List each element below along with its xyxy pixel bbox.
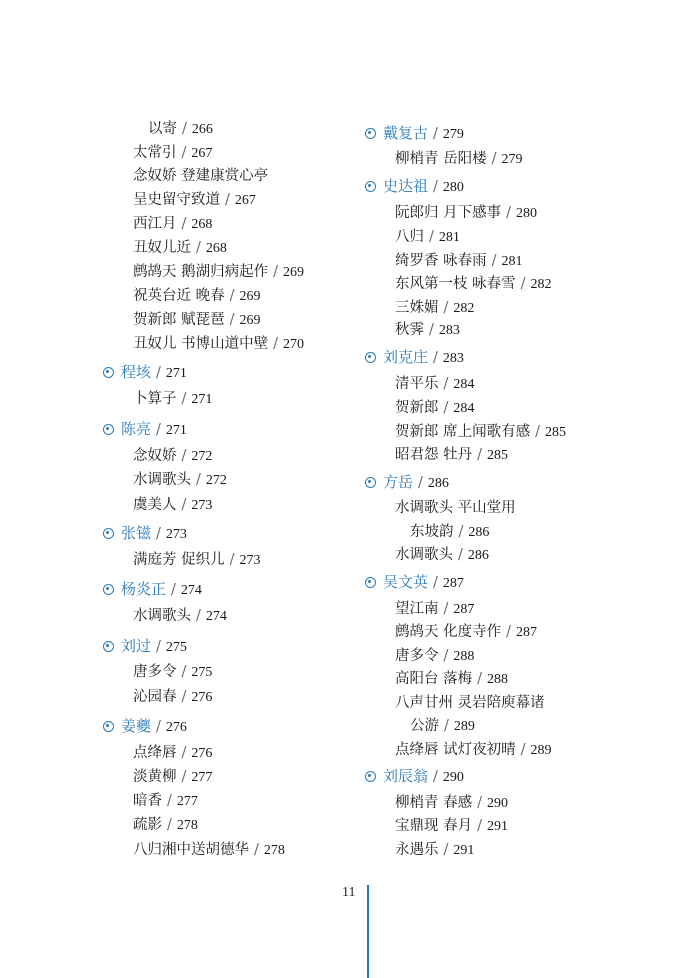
- poem-title: 昭君怨 牡丹: [395, 447, 473, 463]
- poem-entry: [395, 298, 474, 319]
- poem-entry: [395, 227, 460, 248]
- bullet-circle-icon: [103, 424, 114, 435]
- poem-title: 唐多令: [395, 648, 439, 664]
- separator: /: [167, 793, 172, 809]
- page-ref: 291: [453, 843, 475, 858]
- author-name: 陈亮: [121, 420, 152, 438]
- page-ref: 271: [165, 366, 187, 381]
- separator: /: [535, 424, 540, 440]
- poem-entry: [133, 310, 261, 331]
- poem-title: 丑奴儿 书博山道中壁: [133, 336, 269, 352]
- author-heading: [365, 347, 464, 369]
- page-ref: 273: [191, 498, 213, 513]
- separator: /: [433, 179, 438, 195]
- poem-entry: [395, 840, 474, 861]
- poem-title: 八归: [395, 229, 424, 245]
- separator: /: [443, 842, 449, 858]
- author-heading: [365, 123, 464, 145]
- poem-entry: [395, 793, 508, 814]
- page-ref: 289: [453, 719, 475, 734]
- poem-entry: [395, 251, 523, 272]
- page-ref: 279: [442, 127, 464, 142]
- page-ref: 288: [453, 649, 475, 664]
- bullet-circle-icon: [103, 721, 114, 732]
- poem-title: 念奴娇 登建康赏心亭: [133, 168, 269, 184]
- page-ref: 274: [180, 583, 202, 598]
- poem-entry: [395, 498, 516, 518]
- author-name: 程垓: [121, 363, 152, 381]
- page-ref: 289: [530, 743, 552, 758]
- poem-entry: [395, 622, 537, 643]
- separator: /: [477, 671, 482, 687]
- page-ref: 273: [165, 527, 187, 542]
- separator: /: [273, 336, 278, 352]
- poem-entry: [133, 389, 212, 410]
- page-ref: 272: [191, 449, 213, 464]
- page-ref: 286: [467, 548, 489, 563]
- page-ref: 276: [191, 746, 213, 761]
- poem-title: 西江月: [133, 216, 177, 232]
- separator: /: [196, 608, 201, 624]
- poem-title: 高阳台 落梅: [395, 671, 473, 687]
- separator: /: [433, 575, 438, 591]
- page-ref: 267: [191, 146, 213, 161]
- separator: /: [458, 524, 464, 540]
- poem-entry: [395, 422, 566, 443]
- poem-title: 满庭芳 促织儿: [133, 552, 225, 568]
- page-ref: 271: [191, 392, 213, 407]
- poem-entry: [133, 743, 212, 764]
- author-name: 刘过: [121, 637, 152, 655]
- separator: /: [506, 624, 511, 640]
- separator: /: [433, 350, 438, 366]
- bullet-circle-icon: [365, 577, 376, 588]
- poem-title: 贺新郎 赋琵琶: [133, 312, 225, 328]
- page-ref: 273: [239, 553, 261, 568]
- separator: /: [156, 526, 161, 542]
- bullet-circle-icon: [103, 367, 114, 378]
- poem-title: 水调歌头: [133, 472, 191, 488]
- page-ref: 286: [468, 525, 490, 540]
- separator: /: [458, 547, 463, 563]
- poem-title: 疏影: [133, 817, 162, 833]
- separator: /: [181, 448, 187, 464]
- poem-entry: [395, 740, 552, 761]
- author-name: 杨炎正: [121, 580, 167, 598]
- page-ref: 269: [239, 289, 261, 304]
- poem-title: 八声甘州 灵岩陪庾幕诸: [395, 695, 545, 711]
- poem-entry: [148, 119, 213, 140]
- page-ref: 280: [516, 206, 537, 221]
- page-ref: 277: [191, 770, 213, 785]
- poem-entry: [395, 545, 489, 566]
- footer-rule: [367, 885, 369, 978]
- separator: /: [229, 312, 235, 328]
- page-ref: 282: [530, 277, 552, 292]
- page-ref: 270: [283, 337, 304, 352]
- poem-title: 柳梢青 春感: [395, 795, 473, 811]
- page-ref: 275: [165, 640, 187, 655]
- page-ref: 287: [516, 625, 537, 640]
- bullet-circle-icon: [365, 352, 376, 363]
- poem-entry: [410, 716, 475, 737]
- separator: /: [443, 400, 449, 416]
- author-heading: [103, 362, 187, 384]
- poem-entry: [133, 606, 227, 627]
- bullet-circle-icon: [103, 584, 114, 595]
- page-ref: 278: [176, 818, 198, 833]
- page-ref: 286: [427, 476, 449, 491]
- page-ref: 272: [205, 473, 227, 488]
- separator: /: [433, 126, 438, 142]
- separator: /: [443, 300, 449, 316]
- poem-entry: [133, 334, 304, 355]
- poem-entry: [133, 767, 212, 788]
- page-ref: 285: [545, 425, 566, 440]
- poem-entry: [133, 238, 227, 259]
- bullet-circle-icon: [103, 641, 114, 652]
- separator: /: [181, 145, 187, 161]
- poem-title: 水调歌头 平山堂用: [395, 500, 516, 516]
- poem-title: 唐多令: [133, 664, 177, 680]
- bullet-circle-icon: [103, 528, 114, 539]
- poem-entry: [395, 646, 474, 667]
- separator: /: [156, 365, 161, 381]
- separator: /: [181, 391, 187, 407]
- page-ref: 277: [176, 794, 198, 809]
- page-ref: 278: [263, 843, 285, 858]
- page-ref: 284: [453, 401, 475, 416]
- poem-title: 柳梢青 岳阳楼: [395, 151, 487, 167]
- page-ref: 281: [438, 230, 460, 245]
- author-heading: [365, 766, 464, 788]
- separator: /: [477, 818, 482, 834]
- page-ref: 288: [487, 672, 508, 687]
- separator: /: [229, 552, 235, 568]
- separator: /: [167, 817, 172, 833]
- poem-entry: [395, 599, 474, 620]
- poem-title: 清平乐: [395, 376, 439, 392]
- separator: /: [182, 121, 187, 137]
- page-ref: 268: [205, 241, 227, 256]
- poem-title: 公游: [410, 718, 439, 734]
- poem-title: 沁园春: [133, 689, 177, 705]
- author-name: 戴复古: [383, 124, 429, 142]
- page-ref: 281: [501, 254, 523, 269]
- page-ref: 266: [191, 122, 213, 137]
- poem-title: 永遇乐: [395, 842, 439, 858]
- poem-title: 八归湘中送胡德华: [133, 842, 249, 858]
- poem-title: 水调歌头: [395, 547, 453, 563]
- author-heading: [365, 572, 464, 594]
- poem-entry: [133, 550, 261, 571]
- separator: /: [418, 475, 423, 491]
- separator: /: [156, 719, 161, 735]
- page-ref: 279: [501, 152, 523, 167]
- separator: /: [254, 842, 259, 858]
- separator: /: [181, 216, 187, 232]
- poem-title: 祝英台近 晚春: [133, 288, 225, 304]
- separator: /: [520, 742, 526, 758]
- poem-entry: [133, 840, 285, 861]
- poem-entry: [410, 522, 489, 543]
- separator: /: [506, 205, 511, 221]
- poem-entry: [133, 166, 268, 186]
- poem-title: 以寄: [148, 121, 177, 137]
- page-ref: 275: [191, 665, 213, 680]
- page-ref: 276: [191, 690, 213, 705]
- poem-title: 鹧鸪天 鹅湖归病起作: [133, 264, 269, 280]
- poem-entry: [395, 203, 537, 224]
- separator: /: [477, 447, 482, 463]
- author-heading: [103, 523, 187, 545]
- author-name: 吴文英: [383, 573, 429, 591]
- poem-entry: [133, 495, 212, 516]
- separator: /: [181, 689, 187, 705]
- separator: /: [181, 497, 187, 513]
- poem-entry: [395, 398, 474, 419]
- page-ref: 283: [442, 351, 464, 366]
- poem-title: 卜算子: [133, 391, 177, 407]
- page-ref: 287: [442, 576, 464, 591]
- separator: /: [196, 240, 201, 256]
- author-heading: [103, 579, 202, 601]
- page-ref: 269: [239, 313, 261, 328]
- author-heading: [103, 419, 187, 441]
- author-name: 张镃: [121, 524, 152, 542]
- separator: /: [181, 745, 187, 761]
- bullet-circle-icon: [365, 128, 376, 139]
- poem-title: 虞美人: [133, 497, 177, 513]
- separator: /: [443, 648, 449, 664]
- author-heading: [365, 176, 464, 198]
- poem-title: 秋霁: [395, 322, 424, 338]
- poem-entry: [395, 669, 508, 690]
- author-heading: [103, 636, 187, 658]
- bullet-circle-icon: [365, 477, 376, 488]
- page-ref: 291: [487, 819, 508, 834]
- poem-title: 宝鼎现 春月: [395, 818, 473, 834]
- poem-entry: [395, 816, 508, 837]
- poem-entry: [133, 446, 212, 467]
- separator: /: [156, 639, 161, 655]
- poem-title: 东风第一枝 咏春雪: [395, 276, 516, 292]
- poem-entry: [133, 470, 227, 491]
- poem-title: 念奴娇: [133, 448, 177, 464]
- separator: /: [433, 769, 438, 785]
- poem-title: 太常引: [133, 145, 177, 161]
- poem-title: 贺新郎 席上闻歌有感: [395, 424, 531, 440]
- page-ref: 287: [453, 602, 475, 617]
- poem-title: 淡黄柳: [133, 769, 177, 785]
- separator: /: [156, 422, 161, 438]
- author-name: 刘克庄: [383, 348, 429, 366]
- separator: /: [171, 582, 176, 598]
- poem-entry: [133, 687, 212, 708]
- poem-entry: [395, 445, 508, 466]
- poem-title: 阮郎归 月下感事: [395, 205, 502, 221]
- poem-entry: [133, 214, 212, 235]
- separator: /: [520, 276, 526, 292]
- separator: /: [477, 795, 482, 811]
- poem-entry: [133, 286, 261, 307]
- poem-title: 丑奴儿近: [133, 240, 191, 256]
- separator: /: [181, 664, 187, 680]
- poem-entry: [395, 320, 460, 341]
- separator: /: [491, 253, 497, 269]
- author-name: 方岳: [383, 473, 414, 491]
- separator: /: [229, 288, 235, 304]
- separator: /: [491, 151, 497, 167]
- page-ref: 284: [453, 377, 475, 392]
- poem-title: 绮罗香 咏春雨: [395, 253, 487, 269]
- poem-title: 鹧鸪天 化度寺作: [395, 624, 502, 640]
- page-ref: 280: [442, 180, 464, 195]
- poem-title: 点绛唇 试灯夜初晴: [395, 742, 516, 758]
- poem-title: 暗香: [133, 793, 162, 809]
- poem-entry: [395, 149, 523, 170]
- author-name: 刘辰翁: [383, 767, 429, 785]
- page-ref: 276: [165, 720, 187, 735]
- author-name: 姜夔: [121, 717, 152, 735]
- page-ref: 267: [234, 193, 256, 208]
- poem-title: 望江南: [395, 601, 439, 617]
- separator: /: [443, 376, 449, 392]
- page-ref: 282: [453, 301, 475, 316]
- author-heading: [365, 472, 449, 494]
- page-ref: 271: [165, 423, 187, 438]
- poem-entry: [133, 143, 212, 164]
- poem-entry: [133, 262, 304, 283]
- poem-entry: [133, 190, 256, 211]
- poem-entry: [395, 693, 545, 713]
- page-ref: 285: [487, 448, 508, 463]
- page-ref: 283: [438, 323, 460, 338]
- page-ref: 268: [191, 217, 213, 232]
- page-ref: 290: [487, 796, 508, 811]
- page-ref: 290: [442, 770, 464, 785]
- poem-title: 水调歌头: [133, 608, 191, 624]
- poem-title: 呈史留守致道: [133, 192, 220, 208]
- page-number: 11: [342, 885, 356, 900]
- separator: /: [225, 192, 230, 208]
- separator: /: [196, 472, 201, 488]
- poem-entry: [395, 374, 474, 395]
- poem-entry: [133, 791, 198, 812]
- poem-title: 贺新郎: [395, 400, 439, 416]
- page-ref: 269: [283, 265, 304, 280]
- bullet-circle-icon: [365, 181, 376, 192]
- bullet-circle-icon: [365, 771, 376, 782]
- poem-title: 东坡韵: [410, 524, 454, 540]
- separator: /: [429, 229, 434, 245]
- poem-entry: [133, 662, 212, 683]
- poem-title: 点绛唇: [133, 745, 177, 761]
- separator: /: [181, 769, 187, 785]
- author-heading: [103, 716, 187, 738]
- separator: /: [429, 322, 434, 338]
- separator: /: [273, 264, 278, 280]
- poem-entry: [395, 274, 552, 295]
- separator: /: [444, 718, 449, 734]
- poem-title: 三姝媚: [395, 300, 439, 316]
- page-ref: 274: [205, 609, 227, 624]
- poem-entry: [133, 815, 198, 836]
- author-name: 史达祖: [383, 177, 429, 195]
- separator: /: [443, 601, 449, 617]
